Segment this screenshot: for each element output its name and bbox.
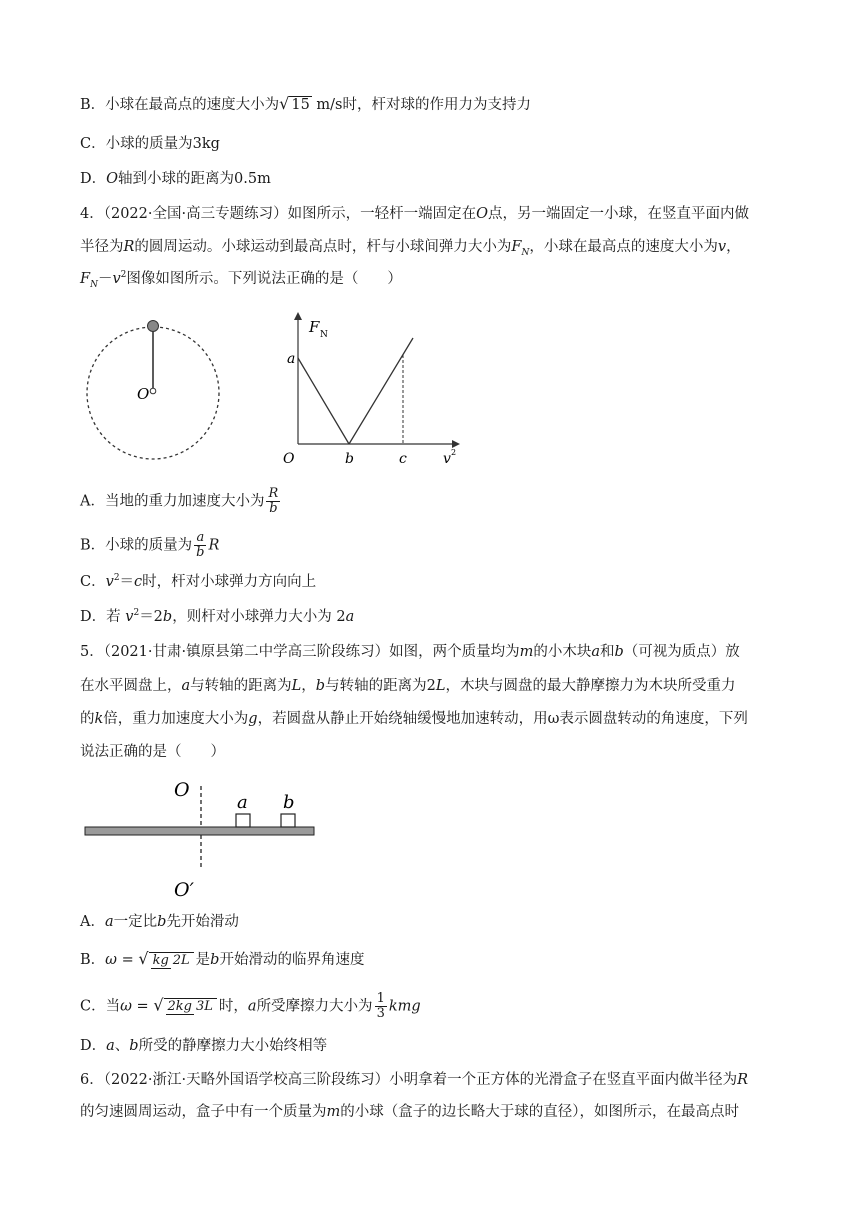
q4-sup: 2 <box>120 270 127 281</box>
q5-m: m <box>519 644 534 660</box>
q5-text3: （可视为质点）放 <box>623 644 740 660</box>
q4-stem-line2 <box>80 236 741 258</box>
q6-stem-line1 <box>80 1069 748 1091</box>
q4-fsub2: N <box>90 279 98 290</box>
q4-f2: F <box>80 271 91 287</box>
sqrt-sign: √ <box>138 949 149 968</box>
q4-option-a <box>80 487 282 516</box>
q4-option-c-eq: ＝ <box>119 574 135 590</box>
q5-option-d-b: b <box>129 1038 139 1054</box>
q4-fn-v2-graph <box>280 310 470 470</box>
q5-option-d-a: a <box>106 1038 115 1054</box>
q5-text9: 倍，重力加速度大小为 <box>103 711 249 727</box>
frac-den: b <box>269 501 278 516</box>
q5-disc-figure <box>80 772 330 902</box>
q5-option-b <box>80 948 364 971</box>
omega-symbol: ω <box>105 952 117 968</box>
q4-option-d-text: ，则杆对小球弹力大小为 2 <box>172 609 346 625</box>
q5-option-b-label: B． <box>80 952 106 968</box>
q4-option-b <box>80 531 219 560</box>
q4-stem-line1 <box>80 203 749 225</box>
q4-option-d <box>80 606 354 628</box>
q3-option-d <box>80 168 271 190</box>
q6-r: R <box>737 1072 749 1088</box>
q5-option-c <box>80 992 421 1021</box>
q4-option-c-v: v <box>105 574 114 590</box>
q4-option-a-text: A．当地的重力加速度大小为 <box>80 493 265 510</box>
q6-text: 6．（2022·浙江·天略外国语学校高三阶段练习）小明拿着一个正方体的光滑盒子在竖直平面内做半径为 <box>80 1072 738 1088</box>
q3-option-b-radicand: 15 <box>291 97 310 113</box>
frac-den: b <box>196 545 205 560</box>
frac-den: 2L <box>172 952 190 968</box>
block-b <box>281 814 295 827</box>
q5-text7: ，木块与圆盘的最大静摩擦力为木块所受重力 <box>445 678 736 694</box>
x-axis-label-sup: 2 <box>451 448 457 457</box>
equals: = <box>131 998 154 1015</box>
q5-b: b <box>614 644 624 660</box>
q5-text2: 的小木块 <box>533 644 592 660</box>
q5-text6: 与转轴的距离为2 <box>325 678 436 694</box>
q5-l2: L <box>435 678 446 694</box>
q3-option-b-suffix: m/s时，杆对球的作用力为支持力 <box>311 97 531 113</box>
q5-stem-line1 <box>80 641 740 663</box>
q5-option-a-text: 一定比 <box>113 914 158 930</box>
y-axis-label-sub: N <box>320 330 328 340</box>
q4-option-d-v: v <box>125 609 134 625</box>
q5-option-d-text: 所受的静摩擦力大小始终相等 <box>138 1038 328 1054</box>
q5-text4: 在水平圆盘上， <box>80 678 182 694</box>
q4-option-c <box>80 571 316 593</box>
frac-den: 3 <box>376 1006 385 1021</box>
q4-f: F <box>511 239 522 255</box>
q5-text10: ，若圆盘从静止开始绕轴缓慢地加速转动，用ω表示圆盘转动的角速度，下列 <box>257 711 748 727</box>
q6-stem-line2 <box>80 1101 739 1123</box>
q3-option-c: C．小球的质量为3kg <box>80 136 220 152</box>
fraction-a-over-b <box>194 531 206 560</box>
q4-option-d-label: D．若 <box>80 609 126 625</box>
q6-m: m <box>326 1104 341 1120</box>
q4-circle-figure <box>80 310 240 480</box>
q4-fsub: N <box>521 247 530 258</box>
q4-option-d-b: b <box>162 609 173 625</box>
q4-stem-text: 4．（2022·全国·高三专题练习）如图所示，一轻杆一端固定在 <box>80 206 477 222</box>
equals: = <box>116 952 139 968</box>
y-axis-label: F <box>309 318 320 336</box>
q4-r: R <box>123 239 135 255</box>
q5-a: a <box>591 644 600 660</box>
q3-option-b-text: B．小球在最高点的速度大小为 <box>80 97 280 113</box>
q4-option-d-eq: ＝2 <box>139 609 163 625</box>
q5-option-d <box>80 1035 327 1057</box>
q5-stem-line4: 说法正确的是（ ） <box>80 744 225 760</box>
q4-option-b-text: B．小球的质量为 <box>80 537 193 554</box>
frac-num: kg <box>152 952 169 968</box>
q3-option-b <box>80 93 531 116</box>
axis-label-top: O <box>174 779 190 801</box>
q5-option-a-text2: 先开始滑动 <box>166 914 239 930</box>
graph-line-descending <box>298 358 349 444</box>
q5-option-b-b: b <box>210 952 220 968</box>
q4-stem-text2: 点，另一端固定一小球，在竖直平面内做 <box>487 206 749 222</box>
block-b-label: b <box>283 792 295 813</box>
q4-option-c-sup: 2 <box>113 573 120 584</box>
frac-num: 1 <box>376 991 385 1006</box>
q5-text5: 与转轴的距离为 <box>190 678 292 694</box>
q6-text3: 的小球（盒子的边长略大于球的直径），如图所示，在最高点时 <box>340 1104 739 1120</box>
q4-option-d-sup: 2 <box>133 608 140 619</box>
sqrt-sign: √ <box>153 995 164 1015</box>
pivot-point <box>150 388 156 394</box>
q4-option-c-label: C． <box>80 574 106 590</box>
fraction-r-over-b <box>266 487 280 516</box>
block-a <box>236 814 250 827</box>
q3-option-d-text: 轴到小球的距离为0.5m <box>118 171 271 187</box>
q3-option-d-o: O <box>106 171 119 187</box>
q5-option-d-sep: 、 <box>114 1038 130 1054</box>
q6-text2: 的匀速圆周运动，盒子中有一个质量为 <box>80 1104 327 1120</box>
ball <box>148 321 159 332</box>
q5-g: g <box>248 711 258 727</box>
q4-option-c-text: 时，杆对小球弹力方向向上 <box>142 574 317 590</box>
q5-option-a-label: A． <box>80 914 105 930</box>
q5-option-c-text: 时， <box>218 998 248 1015</box>
x-tick-b: b <box>345 451 354 467</box>
q5-option-c-a: a <box>247 998 257 1015</box>
frac-num: a <box>196 530 205 545</box>
q5-option-a-b: b <box>157 914 167 930</box>
q5-and: 和 <box>600 644 615 660</box>
q4-v: v <box>717 239 727 255</box>
q5-k: k <box>94 711 104 727</box>
q4-text3: ，小球在最高点的速度大小为 <box>529 239 718 255</box>
block-a-label: a <box>237 792 248 813</box>
q4-o: O <box>476 206 488 222</box>
x-axis-arrow <box>452 440 460 448</box>
q5-option-c-label: C．当 <box>80 998 121 1015</box>
q5-option-a <box>80 911 239 933</box>
q5-stem-line2 <box>80 675 735 697</box>
x-axis-label: v <box>443 451 451 467</box>
omega-symbol: ω <box>120 998 132 1015</box>
q4-text5: 图像如图所示。下列说法正确的是（ ） <box>126 271 402 287</box>
fraction-one-third <box>375 992 387 1021</box>
q5-text8: 的 <box>80 711 95 727</box>
y-tick-a: a <box>287 351 296 367</box>
q5-l: L <box>291 678 302 694</box>
q4-option-c-c: c <box>134 574 143 590</box>
q4-text2: 的圆周运动。小球运动到最高点时，杆与小球间弹力大小为 <box>134 239 512 255</box>
q5-b2: b <box>315 678 326 694</box>
origin-label: O <box>283 451 295 467</box>
fraction-2kg-over-3l <box>164 998 217 1015</box>
q5-option-c-kmg: kmg <box>388 998 421 1015</box>
q4-option-d-a: a <box>345 609 355 625</box>
q4-stem-line3 <box>80 268 402 290</box>
frac-num: R <box>268 486 279 501</box>
q5-text: 5．（2021·甘肃·镇原县第二中学高三阶段练习）如图，两个质量均为 <box>80 644 520 660</box>
q3-option-d-label: D． <box>80 171 107 187</box>
q5-option-a-a: a <box>104 914 114 930</box>
q4-v2: v <box>112 271 121 287</box>
q5-option-d-label: D． <box>80 1038 107 1054</box>
q5-option-b-text: 开始滑动的临界角速度 <box>219 952 365 968</box>
y-axis-arrow <box>294 312 302 320</box>
q5-option-b-is: 是 <box>195 952 211 968</box>
q5-stem-line3 <box>80 708 748 730</box>
q4-text: 半径为 <box>80 239 124 255</box>
frac-num: 2kg <box>167 999 192 1014</box>
axis-label-bottom: O′ <box>174 879 194 901</box>
q5-comma: ， <box>301 678 316 694</box>
q5-a2: a <box>181 678 191 694</box>
fraction-kg-over-2l <box>149 952 194 969</box>
q4-dash: － <box>97 271 113 287</box>
q5-option-c-text2: 所受摩擦力大小为 <box>256 998 373 1015</box>
q4-text4: ， <box>726 239 741 255</box>
frac-den: 3L <box>196 999 213 1014</box>
x-tick-c: c <box>399 451 407 467</box>
q4-option-b-r: R <box>208 537 220 554</box>
disc-plate <box>85 827 314 835</box>
sqrt-sign: √ <box>279 94 290 113</box>
pivot-label: O <box>137 385 150 403</box>
